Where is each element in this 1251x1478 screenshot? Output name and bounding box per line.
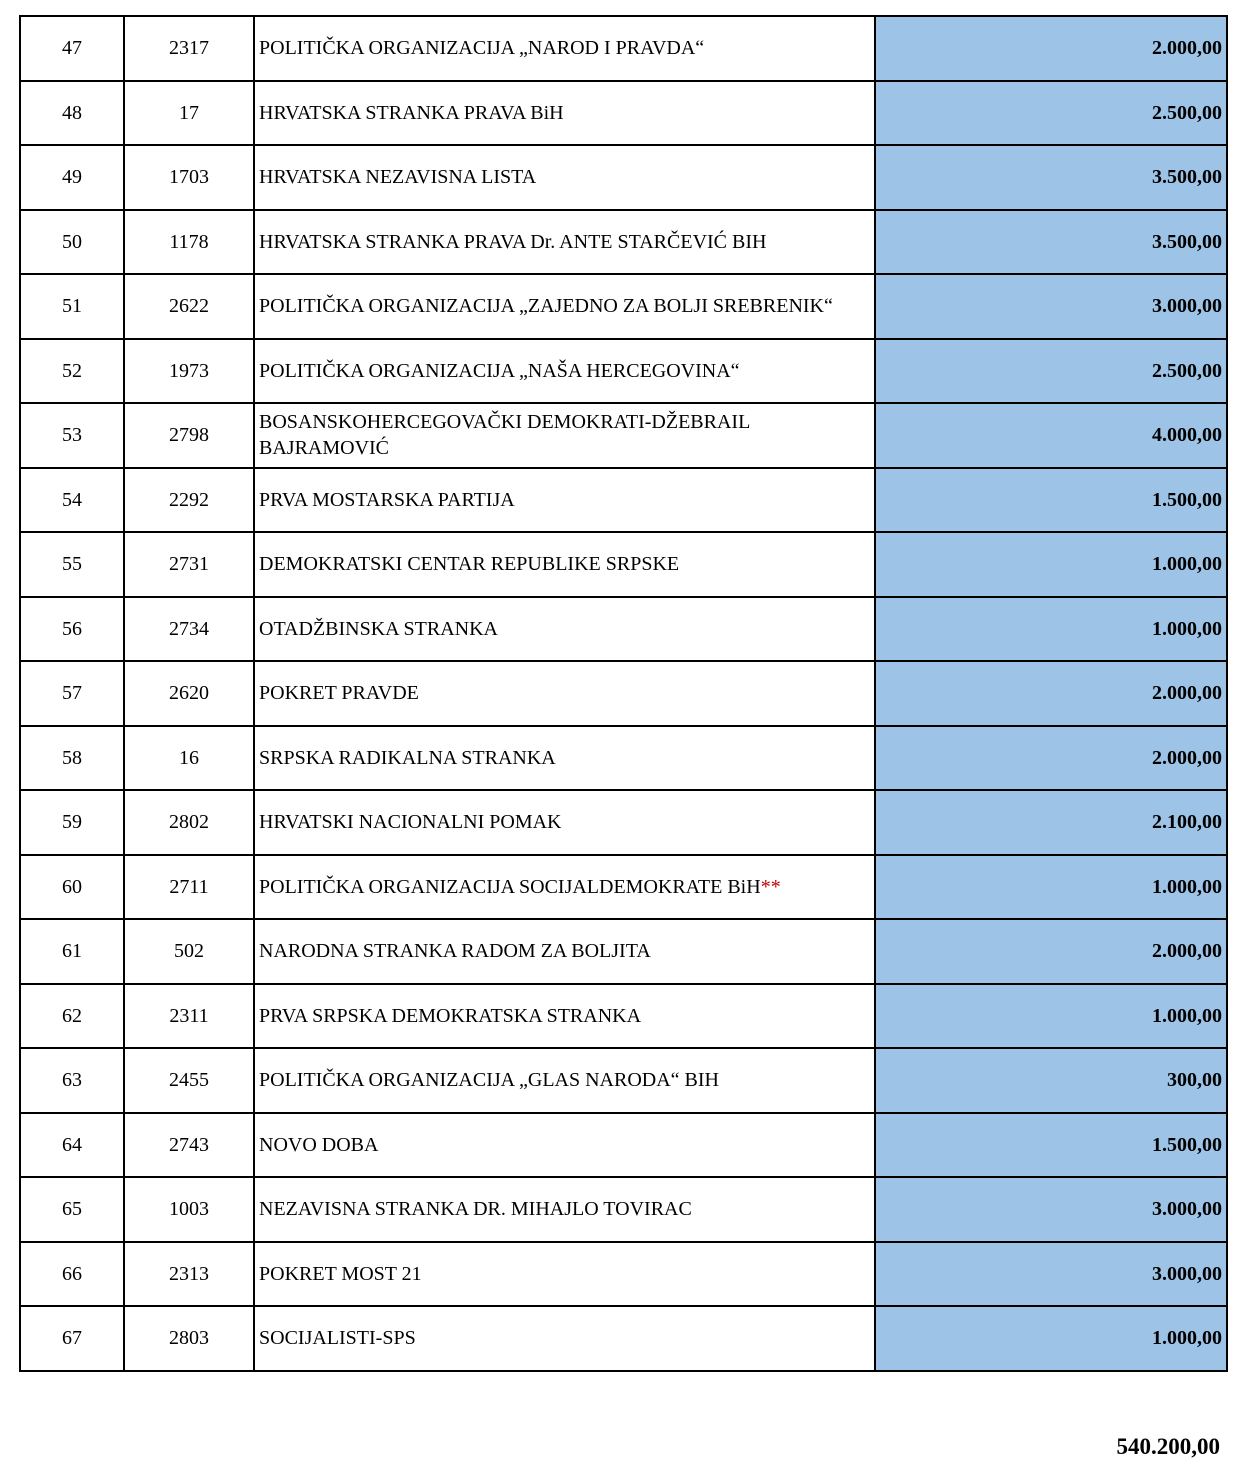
party-id-text: 2803 (169, 1327, 209, 1350)
party-name (254, 726, 875, 791)
party-id-text: 2311 (169, 1004, 209, 1027)
party-id (124, 145, 254, 210)
party-id (124, 919, 254, 984)
party-name (254, 210, 875, 275)
party-id (124, 1048, 254, 1113)
table-row (20, 274, 1227, 339)
row-number (20, 1242, 124, 1307)
table-row (20, 1306, 1227, 1371)
party-name (254, 919, 875, 984)
fine-amount (875, 855, 1227, 920)
row-number-text: 54 (62, 488, 82, 511)
fine-amount (875, 145, 1227, 210)
party-name-text: OTADŽBINSKA STRANKA (259, 617, 498, 640)
party-name-text: HRVATSKA NEZAVISNA LISTA (259, 166, 537, 189)
party-id-text: 2802 (169, 811, 209, 834)
party-id-text: 1703 (169, 166, 209, 189)
row-number (20, 597, 124, 662)
row-number-text: 62 (62, 1004, 82, 1027)
party-name (254, 984, 875, 1049)
party-name-text: SOCIJALISTI-SPS (259, 1327, 416, 1350)
party-id (124, 210, 254, 275)
fine-amount-text: 1.000,00 (1152, 1327, 1222, 1350)
party-name (254, 597, 875, 662)
fine-amount-text: 2.000,00 (1152, 746, 1222, 769)
fine-amount-text: 1.000,00 (1152, 1004, 1222, 1027)
row-number (20, 661, 124, 726)
party-name-text: HRVATSKA STRANKA PRAVA BiH (259, 101, 564, 124)
party-id-text: 2455 (169, 1069, 209, 1092)
row-number-text: 50 (62, 230, 82, 253)
table-body (20, 16, 1227, 1371)
party-name-text: NOVO DOBA (259, 1133, 379, 1156)
table-row (20, 984, 1227, 1049)
party-name-text: BOSANSKOHERCEGOVAČKI DEMOKRATI-DŽEBRAIL BAJRAMOVIĆ (259, 411, 750, 460)
table-row (20, 790, 1227, 855)
fine-amount (875, 210, 1227, 275)
fine-amount (875, 403, 1227, 468)
party-id (124, 468, 254, 533)
party-name-text: NEZAVISNA STRANKA DR. MIHAJLO TOVIRAC (259, 1198, 692, 1221)
party-id (124, 1306, 254, 1371)
party-id-text: 2743 (169, 1133, 209, 1156)
party-name-text: PRVA SRPSKA DEMOKRATSKA STRANKA (259, 1004, 642, 1027)
party-id-text: 2620 (169, 682, 209, 705)
party-name (254, 403, 875, 468)
table-row (20, 16, 1227, 81)
table-row (20, 468, 1227, 533)
party-id (124, 1113, 254, 1178)
table-row (20, 532, 1227, 597)
party-id-text: 2711 (169, 875, 209, 898)
row-number (20, 468, 124, 533)
row-number-text: 57 (62, 682, 82, 705)
party-name (254, 145, 875, 210)
party-name (254, 1242, 875, 1307)
row-number-text: 55 (62, 553, 82, 576)
table-row (20, 1177, 1227, 1242)
fine-amount-text: 3.000,00 (1152, 295, 1222, 318)
fine-amount-text: 2.500,00 (1152, 101, 1222, 124)
party-id (124, 532, 254, 597)
fine-amount (875, 919, 1227, 984)
table-row (20, 597, 1227, 662)
party-id-text: 502 (174, 940, 204, 963)
fine-amount-text: 300,00 (1167, 1069, 1222, 1092)
party-id (124, 274, 254, 339)
party-name (254, 339, 875, 404)
row-number-text: 63 (62, 1069, 82, 1092)
fine-amount (875, 81, 1227, 146)
table-row (20, 339, 1227, 404)
party-name-text: POLITIČKA ORGANIZACIJA „NAŠA HERCEGOVINA“ (259, 359, 740, 382)
row-number (20, 210, 124, 275)
party-name (254, 1177, 875, 1242)
party-id-text: 1178 (169, 230, 209, 253)
party-id-text: 2731 (169, 553, 209, 576)
party-name (254, 532, 875, 597)
party-name (254, 468, 875, 533)
row-number (20, 1177, 124, 1242)
fine-amount-text: 3.500,00 (1152, 166, 1222, 189)
row-number (20, 855, 124, 920)
party-name-text: POLITIČKA ORGANIZACIJA „GLAS NARODA“ BIH (259, 1069, 719, 1092)
row-number-text: 65 (62, 1198, 82, 1221)
party-name-text: NARODNA STRANKA RADOM ZA BOLJITA (259, 940, 651, 963)
party-id-text: 17 (179, 101, 199, 124)
table-row (20, 81, 1227, 146)
party-id (124, 16, 254, 81)
row-number (20, 1048, 124, 1113)
row-number (20, 790, 124, 855)
fine-amount-text: 2.000,00 (1152, 940, 1222, 963)
party-id (124, 984, 254, 1049)
party-name-text: POLITIČKA ORGANIZACIJA „NAROD I PRAVDA“ (259, 37, 705, 60)
party-name (254, 16, 875, 81)
fines-table (19, 15, 1228, 1372)
fine-amount (875, 661, 1227, 726)
party-name-text: POLITIČKA ORGANIZACIJA „ZAJEDNO ZA BOLJI SREBRENIK“ (259, 295, 833, 318)
row-number (20, 403, 124, 468)
party-name-text: POKRET MOST 21 (259, 1262, 422, 1285)
fine-amount-text: 1.500,00 (1152, 1133, 1222, 1156)
party-id (124, 403, 254, 468)
party-name (254, 1113, 875, 1178)
party-name (254, 790, 875, 855)
party-id (124, 81, 254, 146)
table-row (20, 919, 1227, 984)
fine-amount-text: 3.000,00 (1152, 1262, 1222, 1285)
fine-amount (875, 468, 1227, 533)
table-row (20, 403, 1227, 468)
fine-amount (875, 1306, 1227, 1371)
party-name-text: HRVATSKI NACIONALNI POMAK (259, 811, 562, 834)
fine-amount-text: 1.000,00 (1152, 617, 1222, 640)
row-number (20, 16, 124, 81)
row-number-text: 66 (62, 1262, 82, 1285)
table-row (20, 726, 1227, 791)
fine-amount (875, 16, 1227, 81)
table-row (20, 1113, 1227, 1178)
row-number-text: 61 (62, 940, 82, 963)
row-number-text: 67 (62, 1327, 82, 1350)
row-number-text: 49 (62, 166, 82, 189)
row-number (20, 81, 124, 146)
row-number-text: 58 (62, 746, 82, 769)
party-id (124, 661, 254, 726)
fine-amount (875, 274, 1227, 339)
row-number (20, 532, 124, 597)
party-id (124, 339, 254, 404)
fine-amount (875, 1048, 1227, 1113)
row-number (20, 919, 124, 984)
table-row (20, 145, 1227, 210)
row-number (20, 984, 124, 1049)
party-id-text: 2622 (169, 295, 209, 318)
fine-amount-text: 2.500,00 (1152, 359, 1222, 382)
fine-amount-text: 1.000,00 (1152, 875, 1222, 898)
grand-total: 540.200,00 (1116, 1434, 1220, 1459)
row-number-text: 47 (62, 37, 82, 60)
row-number (20, 726, 124, 791)
fine-amount (875, 1242, 1227, 1307)
fine-amount (875, 1177, 1227, 1242)
table-row (20, 855, 1227, 920)
party-id-text: 1003 (169, 1198, 209, 1221)
party-name-text: DEMOKRATSKI CENTAR REPUBLIKE SRPSKE (259, 553, 680, 576)
fine-amount (875, 984, 1227, 1049)
footnote-mark: ** (760, 875, 781, 898)
fine-amount-text: 3.500,00 (1152, 230, 1222, 253)
fine-amount-text: 4.000,00 (1152, 424, 1222, 447)
party-id-text: 2313 (169, 1262, 209, 1285)
row-number-text: 53 (62, 424, 82, 447)
party-name-text: HRVATSKA STRANKA PRAVA Dr. ANTE STARČEVIĆ BIH (259, 230, 767, 253)
fine-amount-text: 1.000,00 (1152, 553, 1222, 576)
row-number-text: 64 (62, 1133, 82, 1156)
party-name (254, 81, 875, 146)
row-number (20, 339, 124, 404)
party-id (124, 597, 254, 662)
row-number-text: 56 (62, 617, 82, 640)
party-name-text: POKRET PRAVDE (259, 682, 419, 705)
row-number-text: 59 (62, 811, 82, 834)
party-id-text: 2317 (169, 37, 209, 60)
party-name-text: SRPSKA RADIKALNA STRANKA (259, 746, 556, 769)
party-id-text: 2798 (169, 424, 209, 447)
fine-amount (875, 790, 1227, 855)
fine-amount-text: 1.500,00 (1152, 488, 1222, 511)
party-id-text: 2734 (169, 617, 209, 640)
party-id (124, 855, 254, 920)
row-number (20, 145, 124, 210)
table-row (20, 1242, 1227, 1307)
party-name (254, 1306, 875, 1371)
party-name-text: PRVA MOSTARSKA PARTIJA (259, 488, 515, 511)
fine-amount (875, 339, 1227, 404)
table-row (20, 210, 1227, 275)
fine-amount (875, 597, 1227, 662)
fine-amount-text: 2.100,00 (1152, 811, 1222, 834)
fine-amount-text: 2.000,00 (1152, 37, 1222, 60)
party-id (124, 1177, 254, 1242)
party-name (254, 855, 875, 920)
party-name (254, 274, 875, 339)
party-id-text: 1973 (169, 359, 209, 382)
row-number-text: 60 (62, 875, 82, 898)
row-number (20, 274, 124, 339)
party-name (254, 661, 875, 726)
row-number-text: 51 (62, 295, 82, 318)
party-id-text: 16 (179, 746, 199, 769)
fine-amount-text: 2.000,00 (1152, 682, 1222, 705)
party-name (254, 1048, 875, 1113)
fine-amount (875, 726, 1227, 791)
party-id (124, 790, 254, 855)
party-id (124, 1242, 254, 1307)
row-number (20, 1306, 124, 1371)
fine-amount (875, 532, 1227, 597)
party-id (124, 726, 254, 791)
party-name-text: POLITIČKA ORGANIZACIJA SOCIJALDEMOKRATE BiH (259, 875, 761, 898)
row-number-text: 48 (62, 101, 82, 124)
row-number (20, 1113, 124, 1178)
fine-amount-text: 3.000,00 (1152, 1198, 1222, 1221)
table-row (20, 1048, 1227, 1113)
fine-amount (875, 1113, 1227, 1178)
table-row (20, 661, 1227, 726)
party-id-text: 2292 (169, 488, 209, 511)
row-number-text: 52 (62, 359, 82, 382)
